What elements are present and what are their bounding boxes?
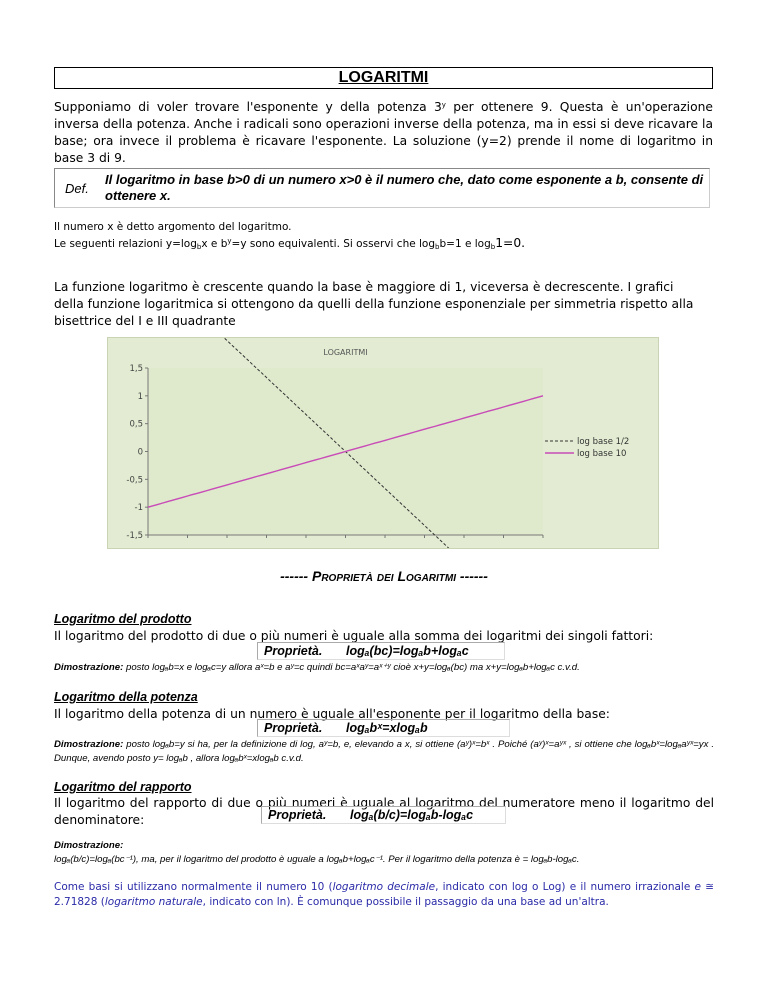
- log-chart: [107, 337, 659, 549]
- text-prodotto: Il logaritmo del prodotto di due o più numeri è uguale alla somma dei logaritmi dei singoli fattori:: [54, 629, 654, 643]
- property-prodotto: [257, 642, 505, 660]
- note-equivalence: Le seguenti relazioni $y=\log_bx$ e $b^y=y$ sono equivalenti. Si osservi che $\log_bb=1$ e $\log_b1=0$.: [54, 236, 526, 251]
- property-rapporto: [261, 806, 506, 824]
- definition-text: Il logaritmo in base b>0 di un numero x>0 è il numero che, dato come esponente a b, consente di ottenere x.: [105, 172, 704, 203]
- demo-prodotto: Dimostrazione: posto logₐb=x e logₐc=y allora aˣ=b e aʸ=c quindi bc=aˣaʸ=aˣ⁺ʸ cioè x+y=logₐ(bc) ma x+y=logₐb+logₐc c.v.d.: [54, 662, 580, 673]
- y-tick-label: 0,5: [129, 419, 143, 430]
- note-argument: Il numero x è detto argomento del logaritmo.: [54, 221, 292, 233]
- chart-title: LOGARITMI: [323, 348, 368, 357]
- chart-svg: [108, 338, 658, 548]
- definition-label: Def.: [65, 181, 89, 196]
- y-tick-label: 1: [137, 391, 143, 402]
- demo-potenza: Dimostrazione: posto logₐb=y si ha, per la definizione di log, aʸ=b, e, elevando a x, si ottiene (aʸ)ˣ=bˣ . Poiché (aʸ)ˣ=aʸˣ , si ottiene che logₐbˣ=logₐaʸˣ=yx . Dunque, avendo posto y= logₐb , allora logₐbˣ=xlogₐb c.v.d.: [54, 739, 714, 764]
- legend-label-0: log base 1/2: [577, 437, 630, 447]
- heading-potenza: Logaritmo della potenza: [54, 690, 198, 704]
- heading-prodotto: Logaritmo del prodotto: [54, 612, 192, 626]
- demo-label: Dimostrazione:: [54, 840, 124, 851]
- notes: [54, 219, 713, 252]
- property-formula: logₐ(b/c)=logₐb-logₐc: [350, 808, 474, 822]
- text-potenza: Il logaritmo della potenza di un numero è uguale all'esponente per il logaritmo della base:: [54, 707, 610, 721]
- property-formula: logₐ(bc)=logₐb+logₐc: [346, 644, 469, 658]
- intro-paragraph: Supponiamo di voler trovare l'esponente y della potenza 3$^y$ per ottenere 9. Questa è un'operazione inversa della potenza. Anche i radicali sono operazioni inverse della potenza, ma in essi si deve ricavare la base; ora invece il problema è ricavare l'esponente. La soluzione (y=2) prende il nome di logaritmo in base 3 di 9.: [54, 100, 713, 165]
- bases-note: Come basi si utilizzano normalmente il numero 10 (logaritmo decimale, indicato con log o Log) e il numero irrazionale e ≅ 2.71828 (logaritmo naturale, indicato con ln). È comunque possibile il passaggio da una base ad un'altra.: [54, 881, 714, 908]
- text-rapporto: Il logaritmo del rapporto di due o più numeri è uguale al logaritmo del numeratore meno il logaritmo del denominatore:: [54, 796, 714, 827]
- property-label: Proprietà.: [264, 644, 323, 658]
- legend-label-1: log base 10: [577, 449, 627, 459]
- growth-paragraph: La funzione logaritmo è crescente quando la base è maggiore di 1, viceversa è decrescente. I grafici della funzione logaritmica si ottengono da quelli della funzione esponenziale per simmetria rispetto alla bisettrice del I e III quadrante: [54, 280, 694, 328]
- demo-rapporto: Dimostrazione: logₐ(b/c)=logₐ(bc⁻¹), ma, per il logaritmo del prodotto è uguale a logₐb+logₐc⁻¹. Per il logaritmo della potenza è = logₐb-logₐc.: [54, 840, 580, 865]
- y-tick-label: -0,5: [126, 475, 143, 486]
- definition-box: [54, 168, 710, 208]
- property-potenza: [257, 719, 510, 737]
- property-label: Proprietà.: [268, 808, 327, 822]
- y-tick-label: 0: [137, 447, 143, 458]
- property-formula: logₐbˣ=xlogₐb: [346, 721, 428, 735]
- y-tick-label: -1,5: [126, 531, 143, 541]
- y-tick-label: -1: [134, 503, 143, 514]
- heading-rapporto: Logaritmo del rapporto: [54, 780, 192, 794]
- property-label: Proprietà.: [264, 721, 323, 735]
- y-tick-label: 1,5: [129, 364, 143, 374]
- section-heading: ------ PROPRIETÀ DEI LOGARITMI ------: [280, 568, 488, 584]
- page-title: LOGARITMI: [54, 67, 713, 89]
